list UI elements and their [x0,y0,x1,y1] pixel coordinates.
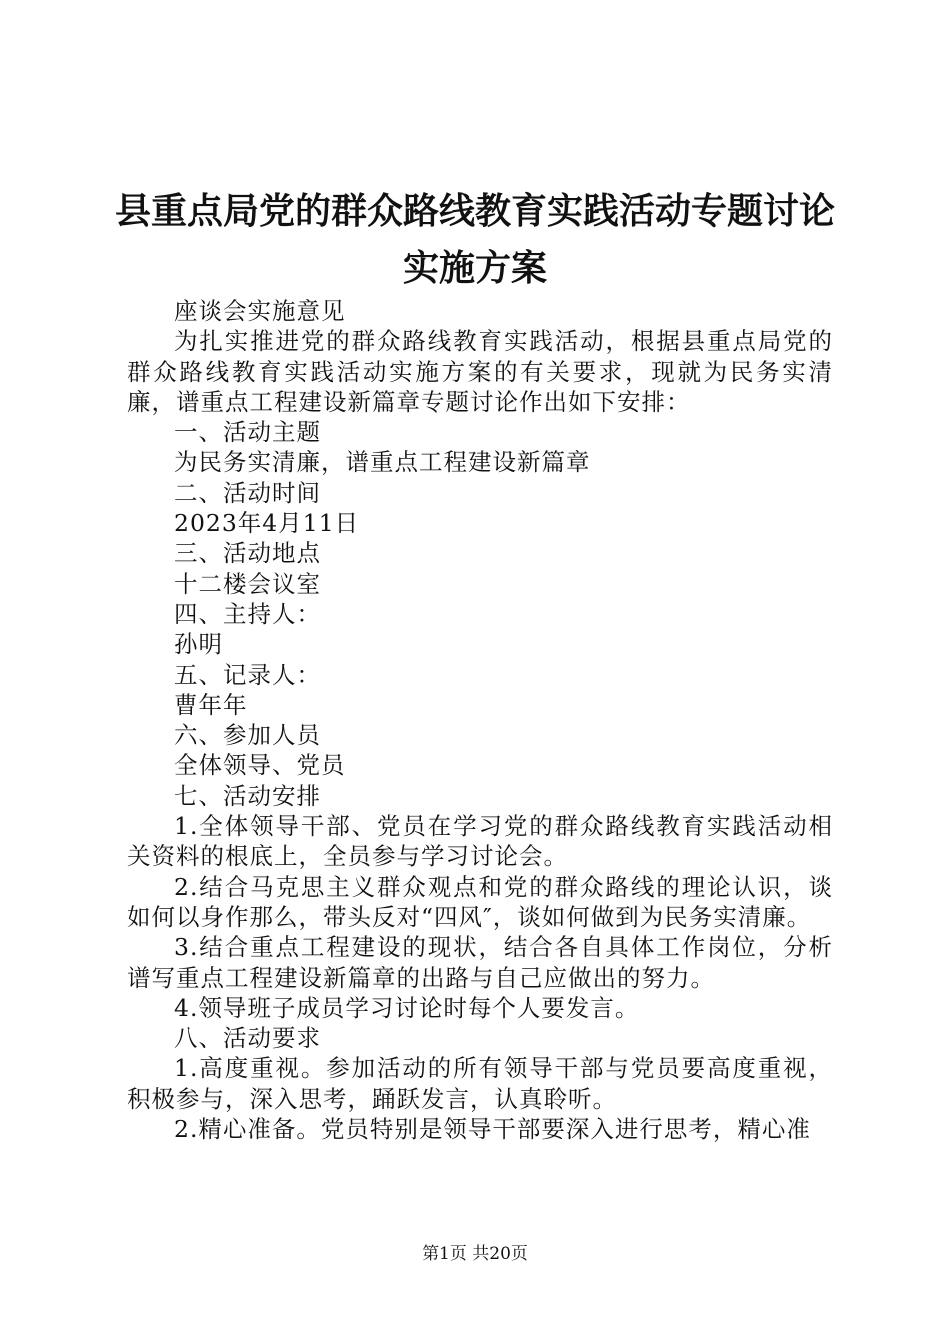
paragraph: 曹年年 [174,690,248,719]
list-item: 4.领导班子成员学习讨论时每个人要发言。 [174,993,640,1022]
list-item: 2.结合马克思主义群众观点和党的群众路线的理论认识，谈如何以身作那么，带头反对“四风″，谈如何做到为民务实清廉。 [127,872,833,931]
section-heading: 七、活动安排 [174,781,321,810]
section-heading: 四、主持人： [174,599,321,628]
paragraph: 为民务实清廉，谱重点工程建设新篇章 [174,448,591,477]
section-heading: 二、活动时间 [174,478,321,507]
paragraph: 全体领导、党员 [174,751,346,780]
list-item: 1.全体领导干部、党员在学习党的群众路线教育实践活动相关资料的根底上，全员参与学习讨论会。 [127,812,833,871]
paragraph: 座谈会实施意见 [174,297,346,325]
paragraph: 孙明 [174,630,223,659]
section-heading: 八、活动要求 [174,1024,321,1053]
paragraph: 2023年4月11日 [174,509,360,538]
paragraph: 为扎实推进党的群众路线教育实践活动，根据县重点局党的群众路线教育实践活动实施方案的有关要求，现就为民务实清廉，谱重点工程建设新篇章专题讨论作出如下安排： [127,327,833,416]
paragraph: 十二楼会议室 [174,569,321,598]
list-item: 3.结合重点工程建设的现状，结合各自具体工作岗位，分析谱写重点工程建设新篇章的出路与自己应做出的努力。 [127,933,833,992]
section-heading: 三、活动地点 [174,539,321,568]
list-item: 1.高度重视。参加活动的所有领导干部与党员要高度重视，积极参与，深入思考，踊跃发言，认真聆听。 [127,1054,833,1113]
section-heading: 一、活动主题 [174,418,321,447]
list-item: 2.精心准备。党员特别是领导干部要深入进行思考，精心准 [174,1115,811,1144]
document-title-line-2: 实施方案 [402,247,547,289]
section-heading: 五、记录人： [174,660,321,689]
document-body [127,296,833,1144]
page-footer: 第1页 共20页 [422,1244,528,1264]
section-heading: 六、参加人员 [174,721,321,750]
document-title-line-1: 县重点局党的群众路线教育实践活动专题讨论 [114,190,835,232]
